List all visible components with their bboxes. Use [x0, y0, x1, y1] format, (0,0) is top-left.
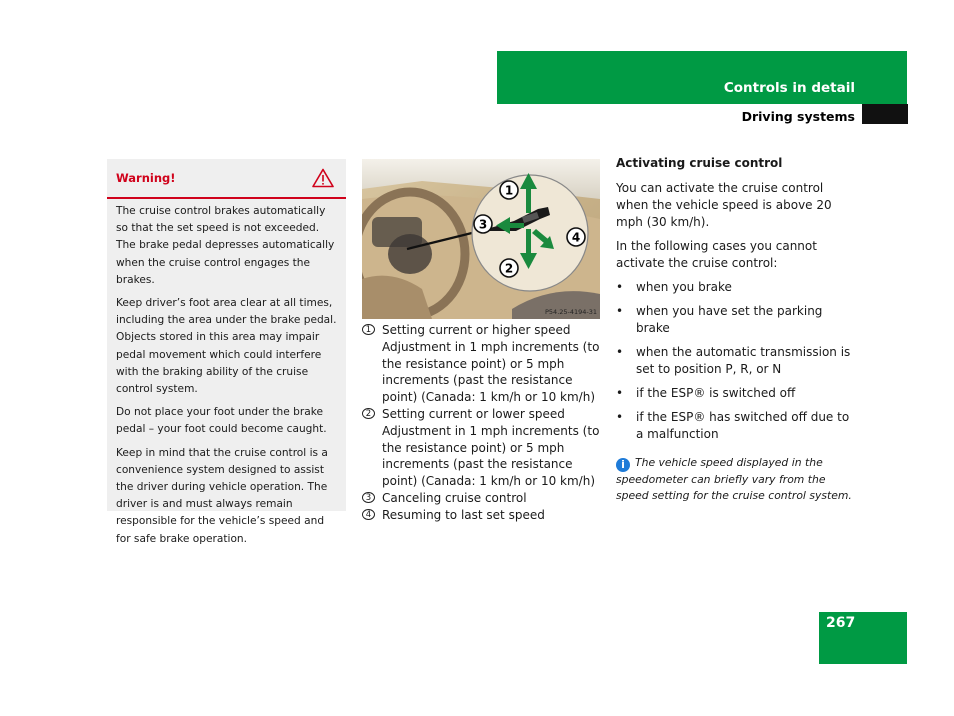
bullet-dot: •	[616, 345, 624, 359]
bullet-dot: •	[616, 304, 624, 318]
legend-text: Setting current or higher speed Adjustment in 1 mph increments (to the resistance point) or 5 mph increments (past the resistance point) (Canada: 1 km/h or 10 km/h)	[382, 323, 600, 405]
warning-body	[107, 199, 346, 548]
legend-text: Canceling cruise control	[382, 490, 527, 505]
header-tab-marker	[862, 104, 908, 124]
bullet-item	[616, 409, 858, 443]
warning-box	[107, 159, 346, 545]
warning-title: Warning!	[116, 171, 176, 185]
bullet-item	[616, 279, 858, 296]
legend-number: 2	[362, 408, 375, 419]
callout-1: 1	[504, 183, 514, 198]
activation-cases-intro: In the following cases you cannot activate the cruise control:	[616, 239, 817, 270]
bullet-text: when you have set the parking brake	[636, 304, 823, 335]
header-band	[497, 51, 907, 104]
warning-paragraph: Do not place your foot under the brake pedal – your foot could become caught.	[116, 406, 327, 436]
warning-triangle-icon	[312, 168, 334, 192]
figure-legend	[362, 322, 607, 524]
legend-number: 1	[362, 324, 375, 335]
bullet-dot: •	[616, 386, 624, 400]
warning-paragraph: The cruise control brakes automatically so that the set speed is not exceeded. The brake pedal depresses automatically when the cruise control engages the brakes.	[116, 205, 335, 286]
legend-item	[362, 507, 607, 524]
info-note-text: The vehicle speed displayed in the speedometer can briefly vary from the speed setting for the cruise control system.	[616, 456, 852, 502]
bullet-text: if the ESP® has switched off due to a malfunction	[636, 410, 850, 441]
subsection-title: Driving systems	[741, 109, 855, 124]
bullet-dot: •	[616, 280, 624, 294]
bullet-text: when you brake	[636, 280, 732, 294]
legend-number: 3	[362, 492, 375, 503]
bullet-item	[616, 303, 858, 337]
callout-3: 3	[478, 217, 488, 232]
callout-2: 2	[504, 261, 514, 276]
bullet-dot: •	[616, 410, 624, 424]
bullet-item	[616, 385, 858, 402]
legend-item	[362, 322, 607, 406]
bullet-text: if the ESP® is switched off	[636, 386, 796, 400]
legend-text: Resuming to last set speed	[382, 507, 545, 522]
bullet-item	[616, 344, 858, 378]
warning-paragraph: Keep driver’s foot area clear at all times, including the area under the brake pedal. Objects stored in this area may impair pedal movement which could interfere with the braking ability of the cruise control system.	[116, 297, 337, 396]
activation-heading: Activating cruise control	[616, 156, 783, 170]
info-icon: i	[616, 458, 630, 472]
callout-4: 4	[571, 230, 581, 245]
page-number: 267	[826, 615, 856, 631]
info-note	[616, 455, 858, 503]
legend-number: 4	[362, 509, 375, 520]
warning-header	[107, 159, 346, 199]
legend-text: Setting current or lower speed Adjustment in 1 mph increments (to the resistance point) or 5 mph increments (past the resistance point) (Canada: 1 km/h or 10 km/h)	[382, 406, 600, 489]
legend-item	[362, 490, 607, 507]
figure-code: P54.25-4194-31	[545, 308, 598, 316]
legend-item	[362, 406, 607, 490]
activation-section	[616, 155, 858, 503]
section-title: Controls in detail	[723, 80, 855, 96]
warning-paragraph: Keep in mind that the cruise control is a convenience system designed to assist the driver during vehicle operation. The driver is and must always remain responsible for the vehicle’s speed and for safe brake operation.	[116, 446, 328, 545]
bullet-text: when the automatic transmission is set to position P, R, or N	[636, 345, 851, 376]
cruise-control-lever-figure	[362, 159, 600, 319]
activation-intro: You can activate the cruise control when the vehicle speed is above 20 mph (30 km/h).	[616, 181, 832, 229]
